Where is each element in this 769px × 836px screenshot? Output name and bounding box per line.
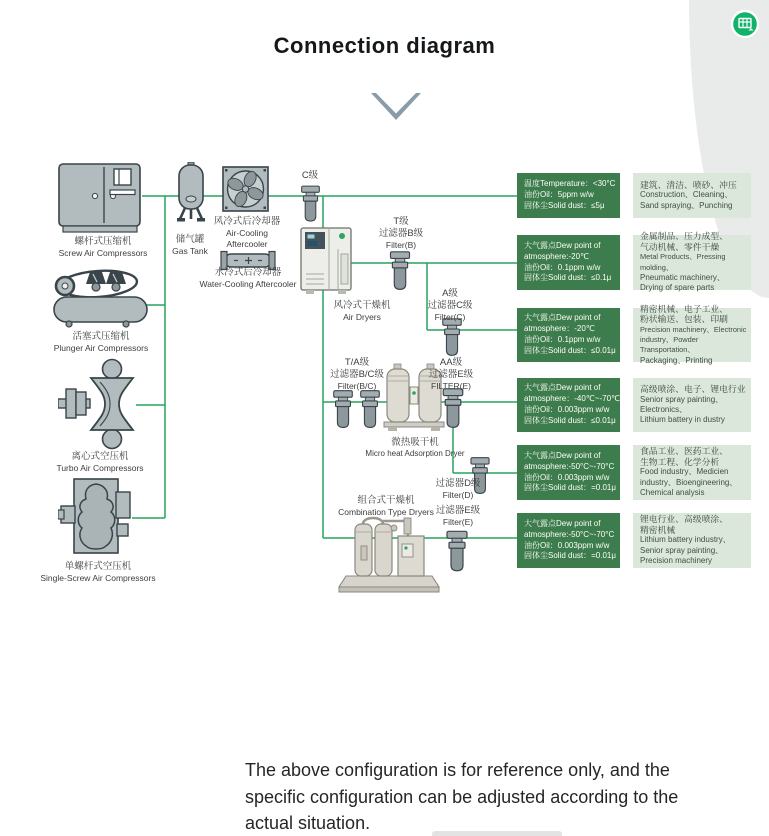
- label-filter-e-upper: AA级 过滤器E级 FILTER(E): [428, 357, 474, 392]
- turbo-compressor-graphic: [58, 358, 138, 450]
- filter-e-lower-icon: [444, 530, 470, 573]
- screw-compressor-graphic: [58, 163, 142, 235]
- label-water-cooling-aftercooler: 水冷式后冷却器 Water-Cooling Aftercooler: [199, 267, 297, 290]
- filter-bc-icons: [330, 390, 383, 434]
- filter-e-upper-icon: [439, 388, 467, 429]
- single-screw-compressor-graphic: [58, 476, 134, 558]
- gas-tank-graphic: [175, 162, 207, 224]
- filter-b-icon: [387, 251, 413, 291]
- label-filter-b: T级 过滤器B级 Filter(B): [378, 216, 424, 251]
- label-plunger-compressor: 活塞式压缩机 Plunger Air Compressors: [53, 331, 149, 354]
- label-filter-d: 过滤器D级 Filter(D): [435, 478, 481, 501]
- filter-c-top-icon: [299, 182, 322, 226]
- application-box-row3: 精密机械、电子工业、 粉状输送、包装、印刷 Precision machinery、Electronic industry、Powder Transportation、 Packaging、Printing: [633, 308, 751, 362]
- label-gas-tank: 储气罐 Gas Tank: [172, 234, 208, 257]
- label-adsorption-dryer: 微热吸干机 Micro heat Adsorption Dryer: [365, 437, 465, 459]
- application-box-row5: 食品工业、医药工业、 生物工程、化学分析 Food industry、Medicien industry、Bioengineering、 Chemical analysis: [633, 445, 751, 500]
- spec-box-row6: 大气露点Dew point of atmosphere:-50°C~-70°C 油份Oil：0.003ppm w/w 固体尘Solid dust：=0.01μ: [517, 513, 620, 568]
- spec-box-row5: 大气露点Dew point of atmosphere:-50°C~-70°C 油份Oil：0.003ppm w/w 固体尘Solid dust：=0.01μ: [517, 445, 620, 500]
- spec-box-row1: 温度Temperature：<30°C 油份Oil：5ppm w/w 固体尘Solid dust：≤5μ: [517, 173, 620, 218]
- spec-box-row2: 大气露点Dew point of atmosphere:-20℃ 油份Oil：0.1ppm w/w 固体尘Solid dust：≤0.1μ: [517, 235, 620, 290]
- label-air-dryer: 风冷式干燥机 Air Dryers: [333, 300, 391, 323]
- application-box-row6: 锂电行业、高级喷涂、 精密机械 Lithium battery industry、 Senior spray painting、 Precision machinery: [633, 513, 751, 568]
- label-filter-c-top: C级: [301, 170, 319, 181]
- label-combination-dryer: 组合式干燥机 Combination Type Dryers: [338, 495, 434, 518]
- label-screw-compressor: 螺杆式压缩机 Screw Air Compressors: [58, 236, 148, 259]
- label-filter-e-lower: 过滤器E级 Filter(E): [435, 505, 481, 528]
- spec-box-row3: 大气露点Dew point of atmosphere：-20℃ 油份Oil：0.1ppm w/w 固体尘Solid dust：≤0.01μ: [517, 308, 620, 362]
- application-box-row4: 高级喷涂、电子、锂电行业 Senior spray painting、 Electronics、 Lithium battery in dustry: [633, 378, 751, 432]
- spec-box-row4: 大气露点Dew point of atmosphere：-40℃~-70℃ 油份Oil：0.003ppm w/w 固体尘Solid dust：≤0.01μ: [517, 378, 620, 432]
- label-filter-bc: T/A级 过滤器B/C级 Filter(B/C): [330, 357, 384, 392]
- bottom-scroll-indicator: [432, 831, 562, 836]
- label-air-cooling-aftercooler: 风冷式后冷却器 Air-Cooling Aftercooler: [213, 216, 281, 250]
- page-title: Connection diagram: [273, 33, 496, 58]
- application-box-row1: 建筑、清洁、喷砂、冲压 Construction、Cleaning、 Sand spraying、Punching: [633, 173, 751, 218]
- plunger-compressor-graphic: [52, 268, 149, 328]
- air-cooling-aftercooler-graphic: [222, 166, 269, 212]
- label-filter-c: A级 过滤器C级 Filter(C): [427, 288, 473, 323]
- label-single-screw-compressor: 单螺杆式空压机 Single-Screw Air Compressors: [40, 561, 156, 584]
- application-box-row2: 金属制品、压力成型、 气动机械、零件干燥 Metal Products、Pressing molding、 Pneumatic machinery、 Drying of spare parts: [633, 235, 751, 290]
- label-turbo-compressor: 离心式空压机 Turbo Air Compressors: [56, 451, 144, 474]
- footer-note: The above configuration is for reference only, and the specific configuration can be adjusted according to the actual situation.: [245, 760, 679, 833]
